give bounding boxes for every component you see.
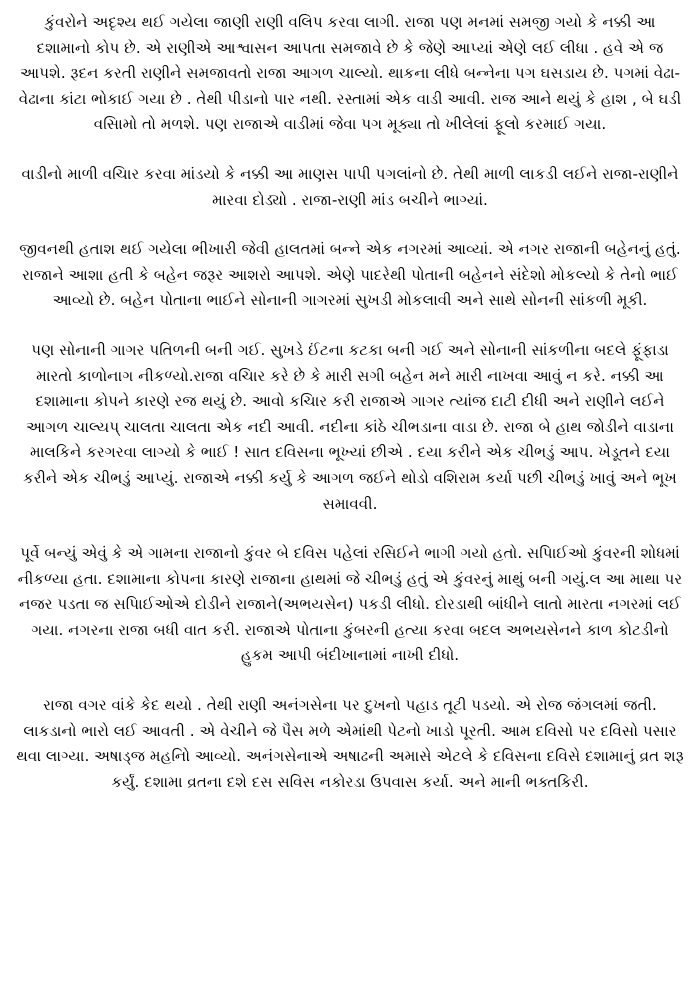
paragraph: પણ સોનાની ગાગર પતિળની બની ગઈ. સુખડે ઈંટના કટકા બની ગઈ અને સોનાની સાંકળીના બદલે ફૂંફાડા મારતો કાળોનાગ નીકળ્યો.રાજા વચિાર કરે છે કે મારી સગી બહેન મને મારી નાખવા આવું ન કરે. નક્કી આ દશામાના કોપને કારણે રજ થયું છે. આવો કચિાર કરી રાજાએ ગાગર ત્યાંજ દાટી દીધી અને રાણીને લઈને આગળ ચાલ્યપ્ ચાલતા ચાલતા એક નદી આવી. નદીના કાંઠે ચીભડાના વાડા છે. રાજા બે હાથ જોડીને વાડાના માલકિને કરગરવા લાગ્યો કે ભાઈ ! સાત દવિસના ભૂખ્યાં છીએ . દયા કરીને એક ચીભડું આપ. ખેડૂતને દયા કરીને એક ચીભડું આપ્યું. રાજાએ નક્કી કર્યુ કે આગળ જઈને થોડો વશિરામ કર્યા પછી ચીભડું ખાવું અને ભૂખ સમાવવી. (23, 340, 677, 513)
paragraph: કુંવરોને અદૃશ્ય થઈ ગયેલા જાણી રાણી વલિપ કરવા લાગી. રાજા પણ મનમાં સમજી ગયો કે નક્કી આ દશામાનો કોપ છે. એ રાણીએ આશ્વાસન આપતા સમજાવે છે કે જેણે આપ્યાં એણે લઈ લીધા . હવે એ જ આપશે. રૂદન કરતી રાણીને સમજાવતો રાજા આગળ ચાલ્યો. થાકના લીધે બન્નેના પગ ઘસડાય છે. પગમાં વેઢા-વેઢાના કાંટા ભોકાઈ ગયા છે . તેથી પીડાનો પાર નથી. રસ્તામાં એક વાડી આવી. રાજ આને થયું કે હાશ , બે ઘડી વસિામો તો મળશે. પણ રાજાએ વાડીમાં જેવા પગ મૂક્યા તો ખીલેલાં ફૂલો કરમાઈ ગયા. (18, 13, 682, 134)
paragraph: રાજા વગર વાંકે કેદ થયો . તેથી રાણી અનંગસેના પર દુખનો પહાડ તૂટી પડયો. એ રોજ જંગલમાં જતી. લાકડાનો ભારો લઈ આવતી . એ વેચીને જે પૈસ મળે એમાંથી પેટનો ખાડો પૂરતી. આમ દવિસો પર દવિસો પસાર થવા લાગ્યા. અષાડ્જ મહનિો આવ્યો. અનંગસેનાએ અષાઢની અમાસે એટલે કે દવિસના દવિસે દશામાનું વ્રત શરૂ કર્યું. દશામા વ્રતના દશે દસ સવિસ નકોરડા ઉપવાસ કર્યા. અને માની ભક્તકિરી. (16, 696, 684, 791)
paragraph: પૂર્વે બન્યું એવું કે એ ગામના રાજાનો કુંવર બે દવિસ પહેલાં રસિઈને ભાગી ગયો હતો. સપિાઈઓ કુંવરની શોધમાં નીકળ્યા હતા. દશામાના કોપના કારણે રાજાના હાથમાં જે ચીભડું હતું એ કુંવરનું માથું બની ગયું.લ આ માથા પર નજર પડતા જ સપિાઈઓએ દોડીને રાજાને(અભયસેન) પકડી લીધો. દોરડાથી બાંધીને લાતો મારતા નગરમાં લઈ ગયા. નગરના રાજા બધી વાત કરી. રાજાએ પોતાના કુંબરની હત્યા કરવા બદલ અભયસેનને કાળ કોટડીનો હુકમ આપી બંદીખાનામાં નાખી દીધો. (17, 544, 683, 665)
paragraph: જીવનથી હતાશ થઈ ગયેલા ભીખારી જેવી હાલતમાં બન્ને એક નગરમાં આવ્યાં. એ નગર રાજાની બહેનનું હતું. રાજાને આશા હતી કે બહેન જરૂર આશરો આપશે. એણે પાદરેથી પોતાની બહેનને સંદેશો મોકલ્યો કે તેનો ભાઈ આવ્યો છે. બહેન પોતાના ભાઈને સોનાની ગાગરમાં સુખડી મોકલાવી અને સાથે સોનની સાંકળી મૂકી. (19, 240, 681, 310)
paragraph: વાડીનો માળી વચિાર કરવા માંડયો કે નક્કી આ માણસ પાપી પગલાંનો છે. તેથી માળી લાકડી લઈને રાજા-રાણીને મારવા દોડ્યો . રાજા-રાણી માંડ બચીને ભાગ્યાં. (21, 164, 679, 209)
